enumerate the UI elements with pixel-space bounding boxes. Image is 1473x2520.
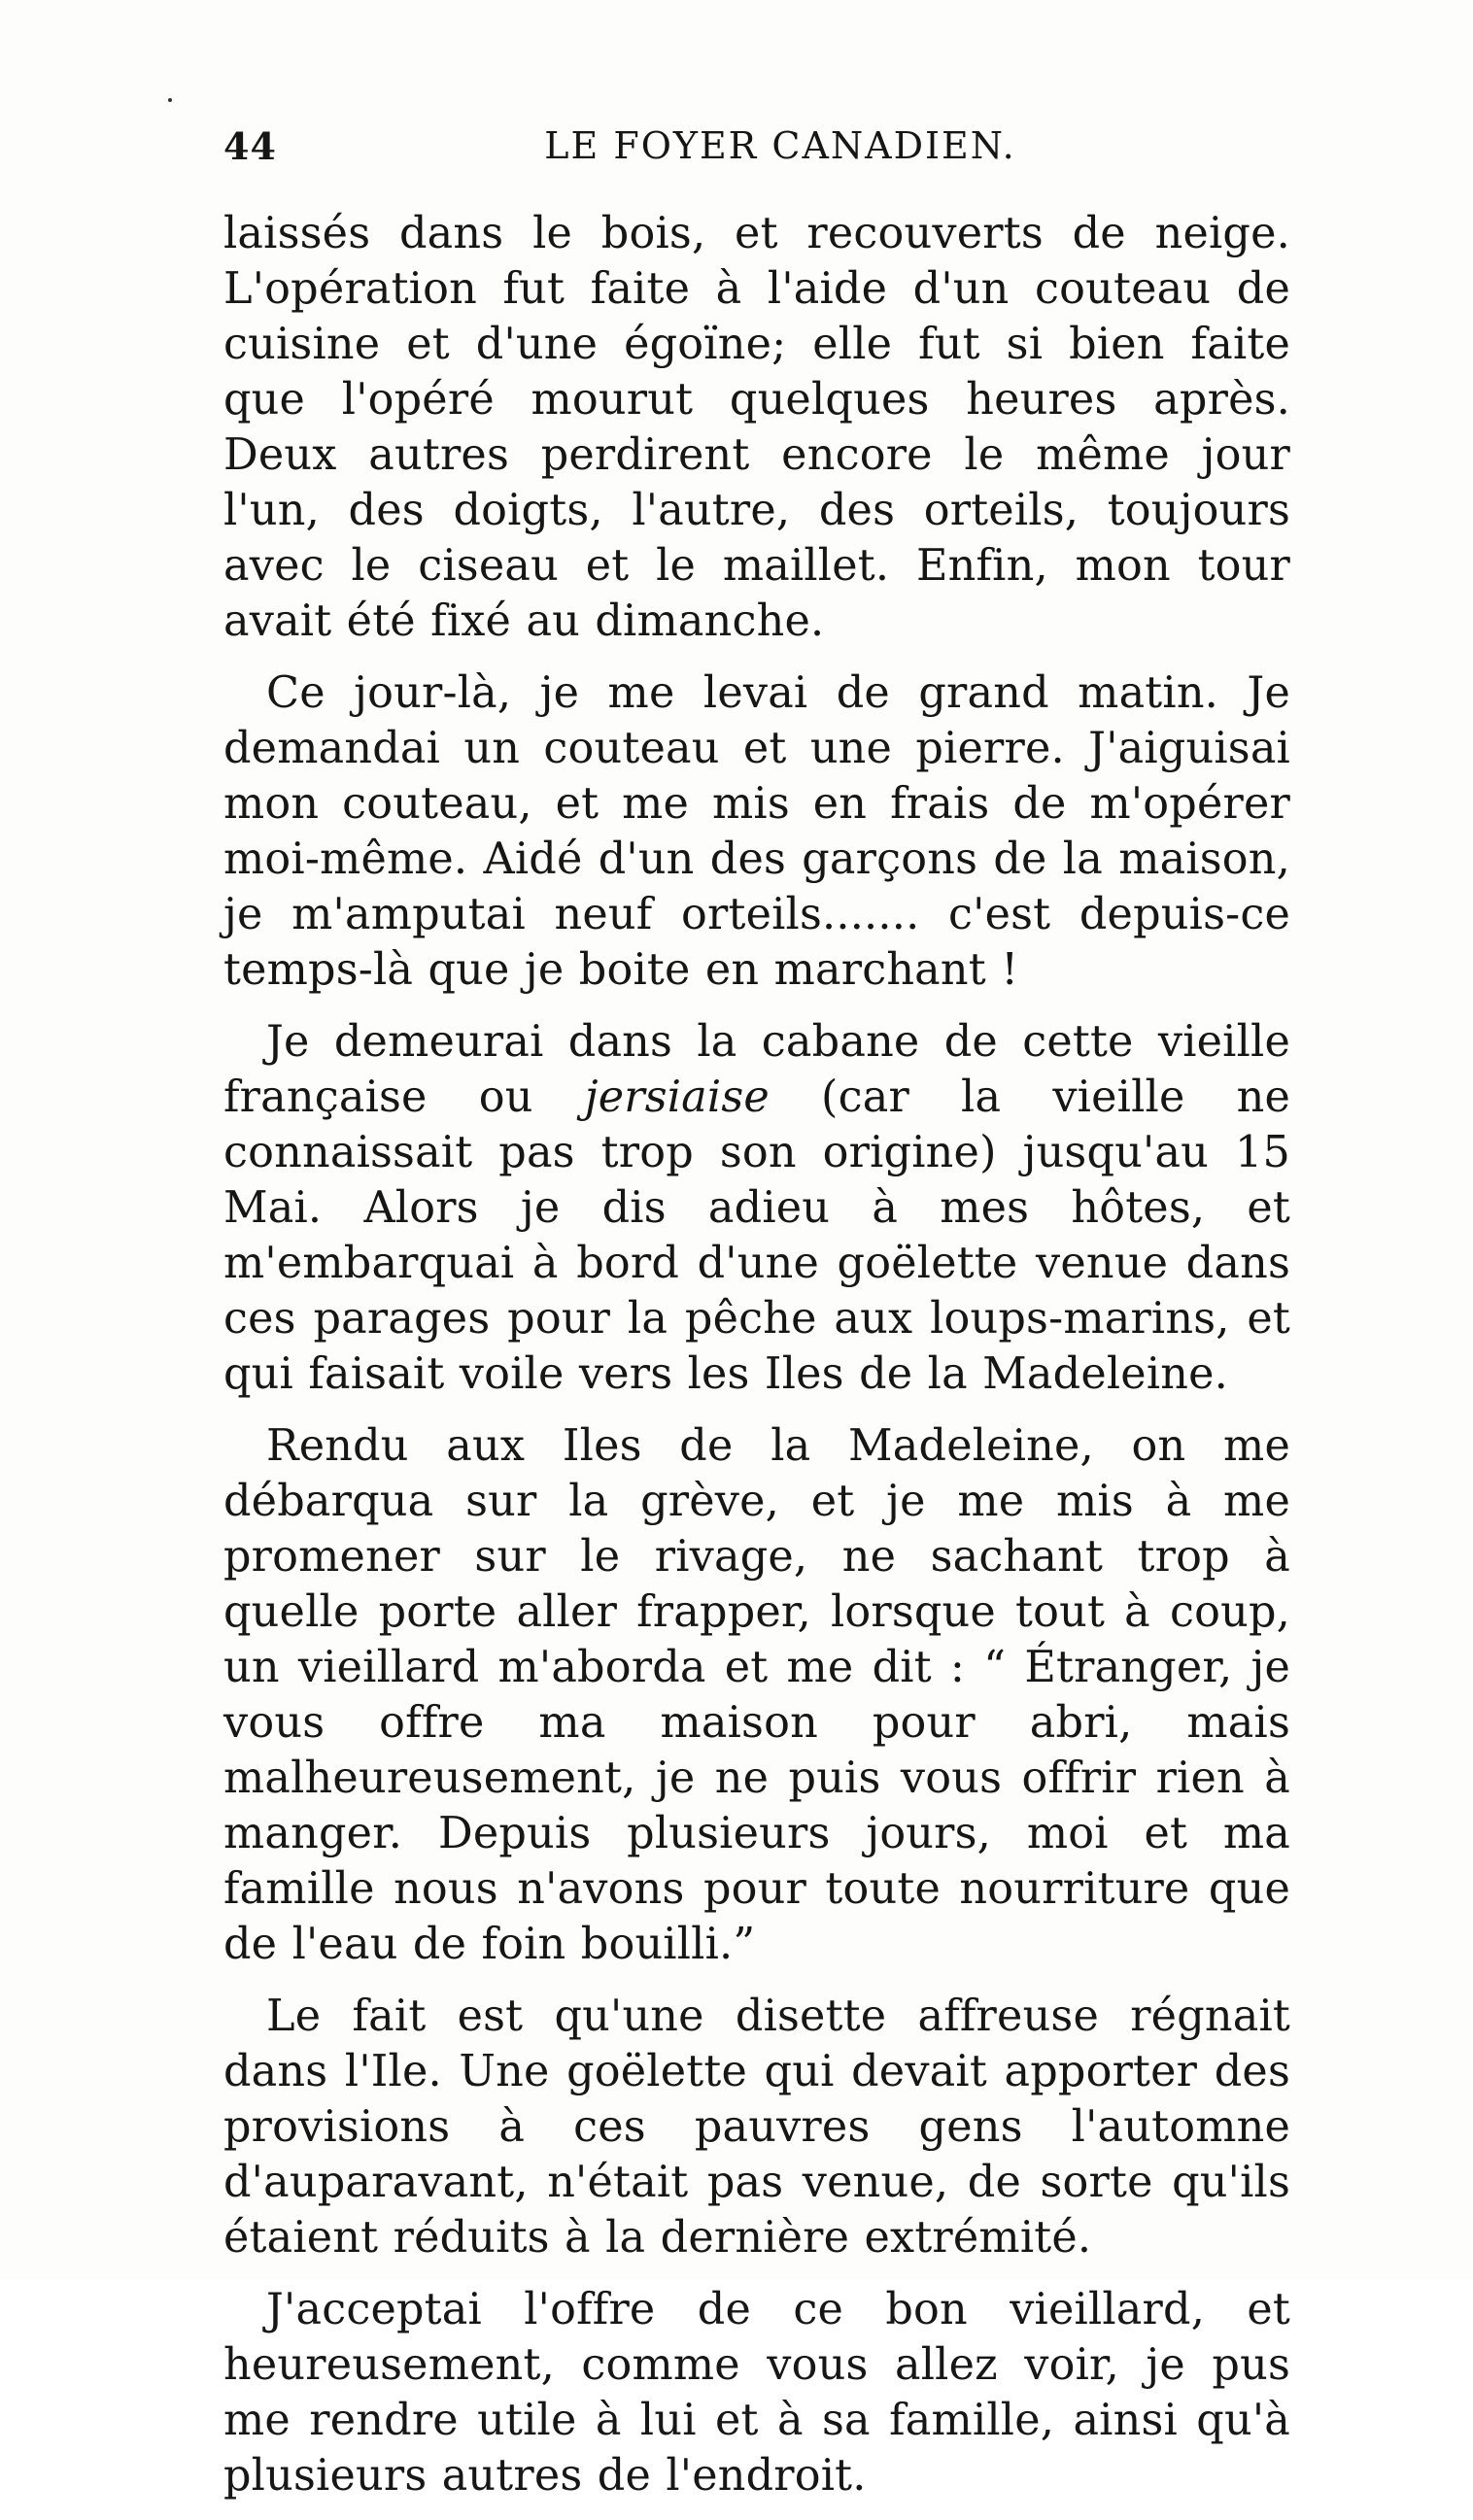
body-text	[223, 206, 1290, 2520]
paragraph-5: Le fait est qu'une disette affreuse régnait dans l'Ile. Une goëlette qui devait apporter des provisions à ces pauvres gens l'automne d'auparavant, n'était pas venue, de sorte qu'ils étaient réduits à la dernière extrémité.	[223, 1992, 1290, 2263]
page-number: 44	[223, 124, 277, 168]
paragraph-1: laissés dans le bois, et recouverts de neige. L'opération fut faite à l'aide d'un couteau de cuisine et d'une égoïne; elle fut si bien faite que l'opéré mourut quelques heures après. Deux autres perdirent encore le même jour l'un, des doigts, l'autre, des orteils, toujours avec le ciseau et le maillet. Enfin, mon tour avait été fixé au dimanche.	[223, 209, 1290, 646]
italic-word: jersiaise	[584, 1073, 770, 1122]
page-header	[223, 124, 1279, 183]
print-speck	[168, 98, 172, 102]
paragraph-6: J'acceptai l'offre de ce bon vieillard, et heureusement, comme vous allez voir, je pus me rendre utile à lui et à sa famille, ainsi qu'à plusieurs autres de l'endroit.	[223, 2285, 1290, 2501]
paragraph-2: Ce jour-là, je me levai de grand matin. Je demandai un couteau et une pierre. J'aiguisai mon couteau, et me mis en frais de m'opérer moi-même. Aidé d'un des garçons de la maison, je m'amputai neuf orteils....... c'est depuis-ce temps-là que je boite en marchant !	[223, 668, 1290, 995]
paragraph-4: Rendu aux Iles de la Madeleine, on me débarqua sur la grève, et je me mis à me promener sur le rivage, ne sachant trop à quelle porte aller frapper, lorsque tout à coup, un vieillard m'aborda et me dit : “ Étranger, je vous offre ma maison pour abri, mais malheureusement, je ne puis vous offrir rien à manger. Depuis plusieurs jours, moi et ma famille nous n'avons pour toute nourriture que de l'eau de foin bouilli.”	[223, 1421, 1290, 1969]
paragraph-3: Je demeurai dans la cabane de cette vieille française ou jersiaise (car la vieille ne connaissait pas trop son origine) jusqu'au 15 Mai. Alors je dis adieu à mes hôtes, et m'embarquai à bord d'une goëlette venue dans ces parages pour la pêche aux loups-marins, et qui faisait voile vers les Iles de la Madeleine.	[223, 1017, 1290, 1399]
running-head: LE FOYER CANADIEN.	[544, 124, 1016, 167]
